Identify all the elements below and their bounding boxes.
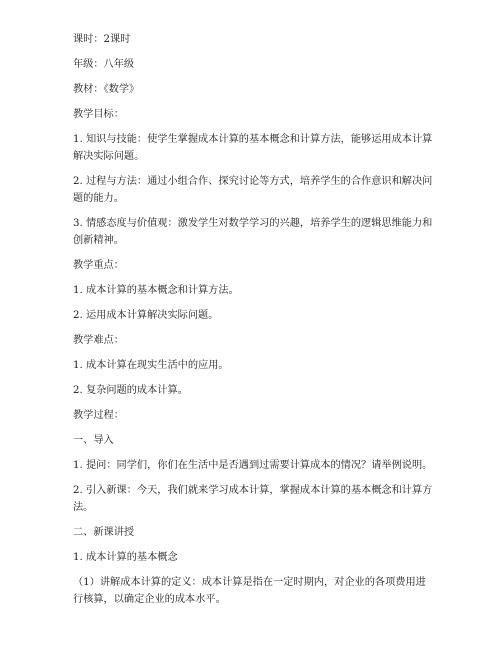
difficult-points-heading: 教学难点： (73, 335, 124, 346)
key-points-heading: 教学重点： (73, 260, 124, 271)
objective-item-2: 2. 过程与方法：通过小组合作、探究讨论等方式，培养学生的合作意识和解决问题的能力。 (73, 176, 433, 204)
difficult-point-item-2: 2. 复杂问题的成本计算。 (73, 385, 188, 396)
textbook-line: 教材：《数学》 (73, 84, 140, 95)
introduction-item-1: 1. 提问：同学们，你们在生活中是否遇到过需要计算成本的情况？请举例说明。 (73, 460, 433, 471)
teaching-objectives-heading: 教学目标： (73, 109, 124, 120)
new-lesson-subitem-1: （1）讲解成本计算的定义：成本计算是指在一定时期内，对企业的各项费用进行核算，以确定企业的成本水平。 (73, 577, 426, 605)
class-hours-line: 课时：2课时 (73, 34, 131, 45)
grade-line: 年级：八年级 (73, 59, 135, 70)
new-lesson-item-1: 1. 成本计算的基本概念 (73, 552, 178, 563)
section-new-lesson-heading: 二、新课讲授 (73, 527, 135, 538)
section-introduction-heading: 一、导入 (73, 435, 114, 446)
key-point-item-2: 2. 运用成本计算解决实际问题。 (73, 310, 219, 321)
introduction-item-2: 2. 引入新课：今天，我们就来学习成本计算，掌握成本计算的基本概念和计算方法。 (73, 485, 433, 513)
teaching-process-heading: 教学过程： (73, 410, 124, 421)
difficult-point-item-1: 1. 成本计算在现实生活中的应用。 (73, 360, 229, 371)
objective-item-3: 3. 情感态度与价值观：激发学生对数学学习的兴趣，培养学生的逻辑思维能力和创新精神。 (73, 218, 433, 246)
key-point-item-1: 1. 成本计算的基本概念和计算方法。 (73, 285, 239, 296)
document-body (73, 31, 433, 608)
objective-item-1: 1. 知识与技能：使学生掌握成本计算的基本概念和计算方法，能够运用成本计算解决实际问题。 (73, 134, 433, 162)
